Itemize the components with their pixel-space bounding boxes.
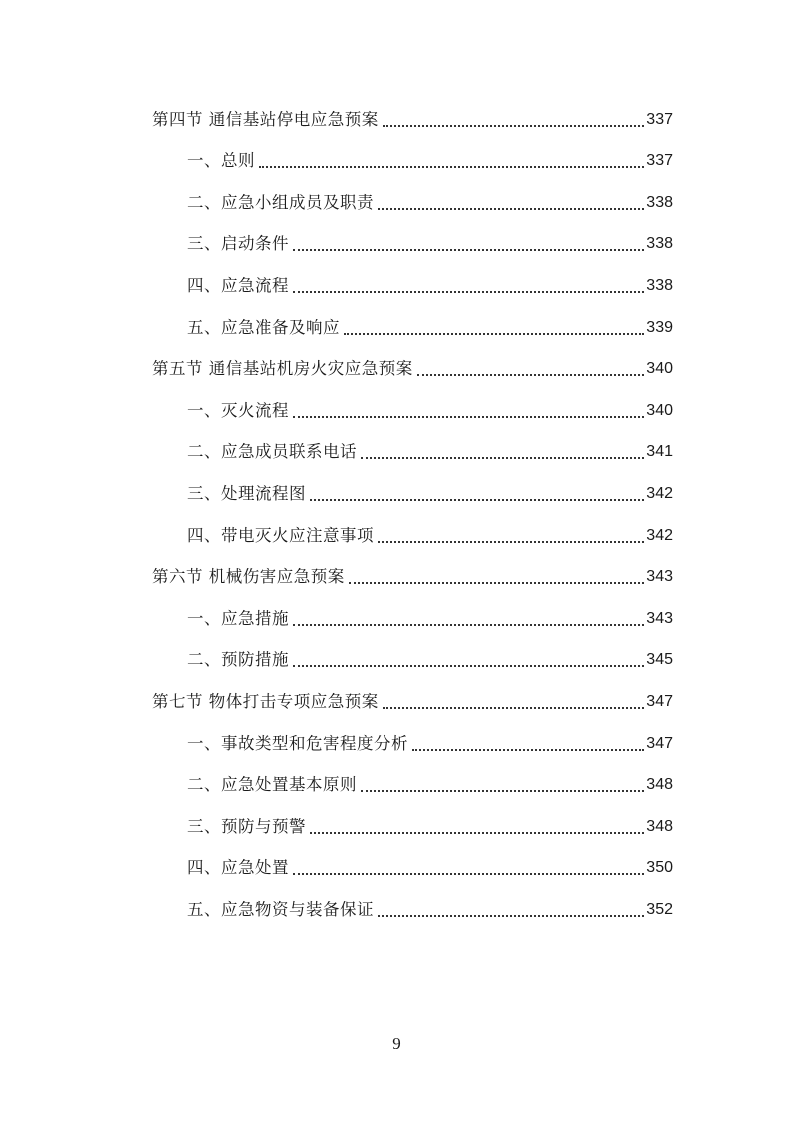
toc-entry-title: 四、带电灭火应注意事项 (187, 525, 374, 545)
toc-entry-title: 四、应急流程 (187, 275, 289, 295)
toc-item-entry[interactable] (152, 728, 673, 770)
toc-entry-page: 338 (646, 193, 673, 211)
toc-item-entry[interactable] (152, 603, 673, 645)
toc-entry-page: 337 (646, 110, 673, 128)
toc-entry-page: 338 (646, 276, 673, 294)
dot-leader (293, 249, 644, 251)
page-number: 9 (392, 1034, 401, 1053)
dot-leader (293, 665, 644, 667)
toc-item-entry[interactable] (152, 478, 673, 520)
dot-leader (293, 624, 644, 626)
toc-entry-page: 340 (646, 360, 673, 378)
toc-entry-title: 三、启动条件 (187, 234, 289, 254)
dot-leader (344, 333, 644, 335)
toc-section-entry[interactable] (152, 686, 673, 728)
toc-entry-page: 337 (646, 152, 673, 170)
toc-item-entry[interactable] (152, 437, 673, 479)
toc-entry-title: 一、事故类型和危害程度分析 (187, 733, 408, 753)
toc-section-entry[interactable] (152, 562, 673, 604)
toc-entry-title: 四、应急处置 (187, 858, 289, 878)
toc-entry-title: 第六节 机械伤害应急预案 (152, 567, 345, 587)
dot-leader (293, 291, 644, 293)
toc-entry-title: 二、预防措施 (187, 650, 289, 670)
toc-entry-title: 一、总则 (187, 151, 255, 171)
dot-leader (293, 873, 644, 875)
toc-entry-page: 340 (646, 401, 673, 419)
toc-entry-title: 五、应急物资与装备保证 (187, 899, 374, 919)
toc-entry-page: 345 (646, 651, 673, 669)
toc-entry-page: 342 (646, 526, 673, 544)
toc-item-entry[interactable] (152, 520, 673, 562)
dot-leader (259, 166, 644, 168)
dot-leader (310, 499, 644, 501)
toc-entry-page: 352 (646, 900, 673, 918)
toc-item-entry[interactable] (152, 395, 673, 437)
dot-leader (361, 790, 644, 792)
toc-entry-page: 343 (646, 609, 673, 627)
dot-leader (383, 125, 645, 127)
dot-leader (417, 374, 645, 376)
dot-leader (383, 707, 645, 709)
toc-entry-page: 341 (646, 443, 673, 461)
toc-item-entry[interactable] (152, 770, 673, 812)
toc-entry-title: 五、应急准备及响应 (187, 317, 340, 337)
toc-entry-title: 一、应急措施 (187, 608, 289, 628)
toc-entry-page: 348 (646, 817, 673, 835)
dot-leader (412, 749, 644, 751)
toc-entry-page: 347 (646, 692, 673, 710)
toc-entry-page: 338 (646, 235, 673, 253)
toc-entry-title: 第四节 通信基站停电应急预案 (152, 109, 379, 129)
toc-entry-page: 339 (646, 318, 673, 336)
toc-item-entry[interactable] (152, 811, 673, 853)
toc-entry-title: 二、应急成员联系电话 (187, 442, 357, 462)
toc-item-entry[interactable] (152, 853, 673, 895)
toc-item-entry[interactable] (152, 894, 673, 936)
toc-entry-title: 第五节 通信基站机房火灾应急预案 (152, 359, 413, 379)
dot-leader (378, 915, 644, 917)
toc-section-entry[interactable] (152, 354, 673, 396)
toc-item-entry[interactable] (152, 146, 673, 188)
toc-entry-title: 一、灭火流程 (187, 400, 289, 420)
dot-leader (361, 457, 644, 459)
toc-entry-page: 342 (646, 484, 673, 502)
toc-item-entry[interactable] (152, 270, 673, 312)
toc-entry-title: 二、应急小组成员及职责 (187, 192, 374, 212)
toc-entry-title: 二、应急处置基本原则 (187, 775, 357, 795)
toc-entry-page: 343 (646, 568, 673, 586)
dot-leader (378, 208, 644, 210)
table-of-contents (152, 104, 673, 936)
dot-leader (378, 541, 644, 543)
dot-leader (310, 832, 644, 834)
toc-item-entry[interactable] (152, 229, 673, 271)
toc-entry-title: 三、处理流程图 (187, 483, 306, 503)
dot-leader (349, 582, 645, 584)
toc-item-entry[interactable] (152, 187, 673, 229)
toc-entry-title: 三、预防与预警 (187, 816, 306, 836)
toc-section-entry[interactable] (152, 104, 673, 146)
toc-entry-page: 347 (646, 734, 673, 752)
toc-item-entry[interactable] (152, 312, 673, 354)
dot-leader (293, 416, 644, 418)
toc-entry-page: 350 (646, 859, 673, 877)
toc-entry-page: 348 (646, 776, 673, 794)
toc-item-entry[interactable] (152, 645, 673, 687)
toc-entry-title: 第七节 物体打击专项应急预案 (152, 691, 379, 711)
